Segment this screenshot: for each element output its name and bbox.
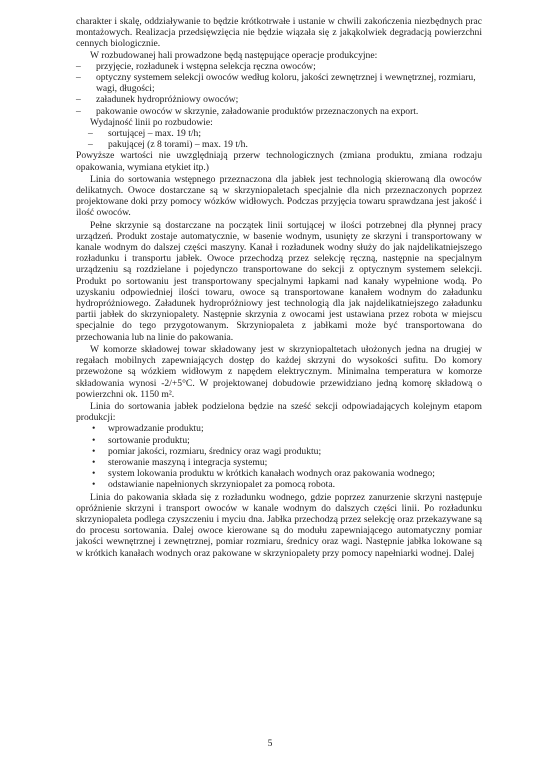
paragraph: Linia do sortowania jabłek podzielona będzie na sześć sekcji odpowiadających kolejnym etapom produkcji: [76,400,482,424]
list-item: – przyjęcie, rozładunek i wstępna selekcja ręczna owoców; [76,61,482,72]
page-number: 5 [267,738,273,749]
paragraph: Powyższe wartości nie uwzględniają przerw technologicznych (zmiana produktu, zmiana rodzaju opakowania, wymiana etykiet itp.) [76,150,482,173]
list-item: – pakowanie owoców w skrzynie, załadowanie produktów przeznaczonych na export. [76,106,482,117]
list-item: • odstawianie napełnionych skrzyniopalet za pomocą robota. [76,479,482,490]
paragraph: Linia do sortowania wstępnego przeznaczona dla jabłek jest technologią skierowaną dla owoców delikatnych. Owoce dostarczane są w skrzyniopaletach specjalnie dla nich przeznaczonych poprzez projektowane doki przy pomocy wózków widłowych. Podczas przyjęcia towaru sprawdzana jest jakość i ilość owoców. [76,173,482,219]
paragraph: charakter i skalę, oddziaływanie to będzie krótkotrwałe i ustanie w chwili zakończenia niezbędnych prac montażowych. Realizacja przedsięwzięcia nie będzie wiązała się z jakąkolwiek degradacją powierzchni cennych biologicznie. [76,16,482,50]
list-item: • wprowadzanie produktu; [76,423,482,434]
stages-list [76,423,482,490]
operations-list [76,61,482,117]
list-item: • system lokowania produktu w krótkich kanałach wodnych oraz pakowania wodnego; [76,468,482,479]
list-item: – załadunek hydropróżniowy owoców; [76,94,482,105]
paragraph: Wydajność linii po rozbudowie: [90,116,213,128]
list-item: – pakującej (z 8 torami) – max. 19 t/h. [88,139,482,150]
list-item: • sterowanie maszyną i integracja systemu; [76,457,482,468]
list-item: – sortującej – max. 19 t/h; [88,128,482,139]
capacity-list [88,128,482,150]
paragraph: Pełne skrzynie są dostarczane na początek linii sortującej w ilości potrzebnej dla płynnej pracy urządzeń. Produkt zostaje automatycznie, w basenie wodnym, usunięty ze skrzyni i transportowany w kanale wodnym do dalszej części maszyny. Kanał i rozładunek wodny służy do jak najdelikatniejszego rozładunku i transportu jabłek. Owoce przechodzą przez selekcję ręczną, następnie na specjalnym urządzeniu są rozdzielane i pojedynczo transportowane do sekcji z optycznym systemem selekcji. Produkt po sortowaniu jest transportowany specjalnymi łapkami nad kanały wypełnione wodą. Po uzyskaniu odpowiedniej ilości towaru, owoce są transportowane kanałem wodnym do załadunku hydropróżniowego. Załadunek hydropróżniowy jest technologią dla jak najdelikatniejszego załadunku partii jabłek do skrzyniopalety. Następnie skrzynia z owocami jest ustawiana przez robota w miejscu specjalnie do tego przygotowanym. Skrzyniopaleta z jabłkami może być transportowana do przechowania lub na linie do pakowania. [76,219,482,343]
paragraph: W rozbudowanej hali prowadzone będą następujące operacje produkcyjne: [90,49,378,61]
list-item: • sortowanie produktu; [76,435,482,446]
list-item: • pomiar jakości, rozmiaru, średnicy oraz wagi produktu; [76,446,482,457]
paragraph: W komorze składowej towar składowany jest w skrzyniopaltetach ułożonych jedna na drugiej w regałach mobilnych zapewniających dostęp do każdej skrzyni do wysokości sufitu. Do komory przewożone są wózkiem widłowym z napędem elektrycznym. Minimalna temperatura w komorze składowania wynosi -2/+5°C. W projektowanej dobudowie przewidziano jedną komorę składową o powierzchni ok. 1150 m². [76,343,482,400]
list-item: – optyczny systemem selekcji owoców według koloru, jakości zewnętrznej i wewnętrznej, rozmiaru, wagi, długości; [76,72,482,94]
paragraph: Linia do pakowania składa się z rozładunku wodnego, gdzie poprzez zanurzenie skrzyni następuje opróżnienie skrzyni i transport owoców w kanale wodnym do dalszych części linii. Po rozładunku skrzyniopaleta podlega czyszczeniu i myciu dna. Jabłka przechodzą przez selekcję oraz przekazywane są do procesu sortowania. Dalej owoce kierowane są do modułu zapewniającego automatyczny pomiar jakości wewnętrznej i zewnętrznej, pomiar rozmiaru, średnicy oraz wagi. Następnie jabłka lokowane są w krótkich kanałach wodnych oraz pakowane w skrzyniopalety przy pomocy napełniarki wodnej. Dalej [76,491,482,559]
